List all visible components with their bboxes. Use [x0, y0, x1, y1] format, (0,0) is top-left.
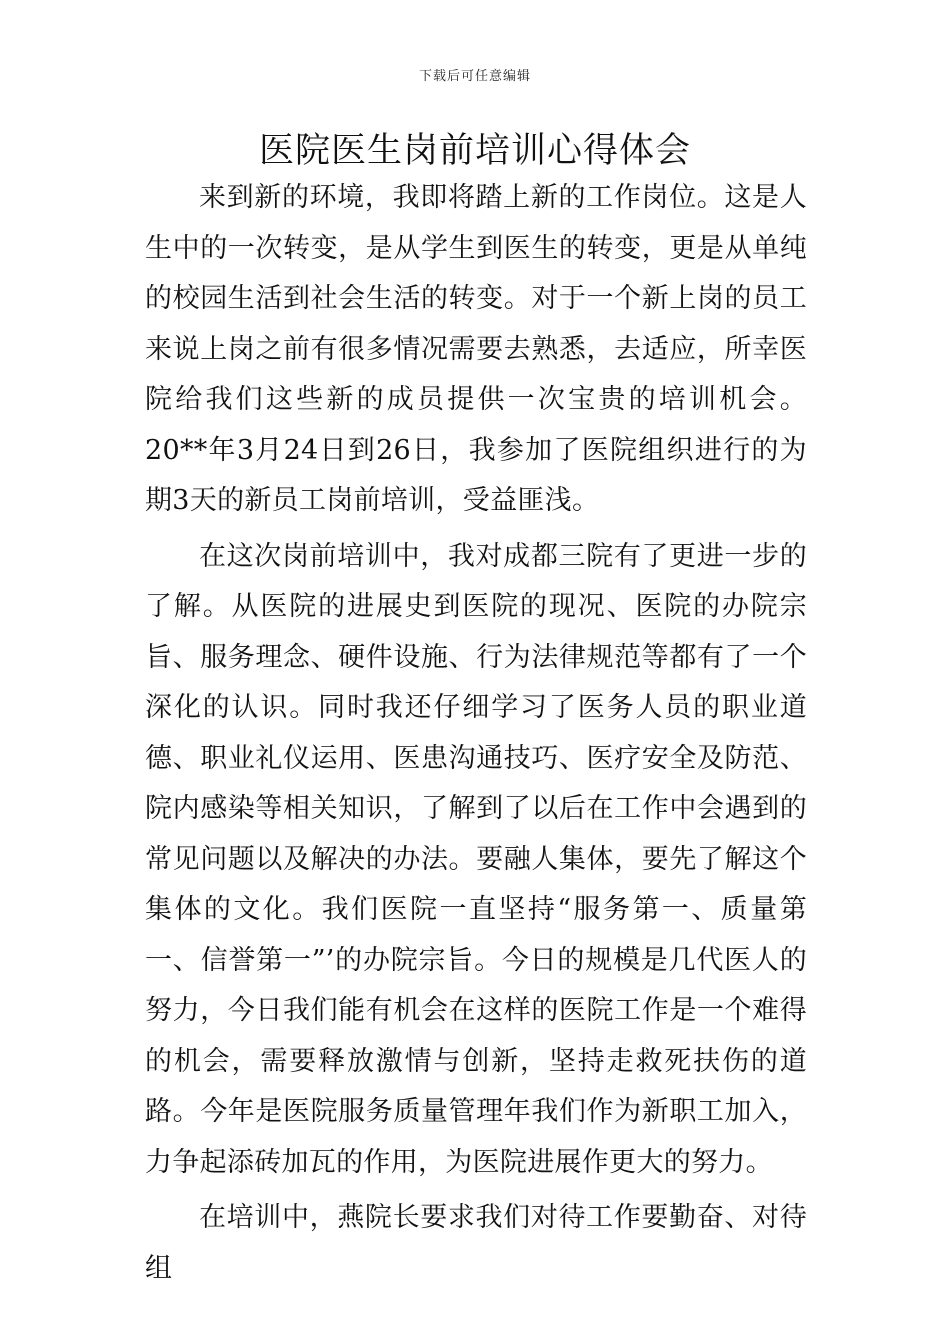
paragraph-2: 在这次岗前培训中，我对成都三院有了更进一步的了解。从医院的进展史到医院的现况、医院的办院宗旨、服务理念、硬件设施、行为法律规范等都有了一个深化的认识。同时我还仔细学习了医务人员的职业道德、职业礼仪运用、医患沟通技巧、医疗安全及防范、院内感染等相关知识，了解到了以后在工作中会遇到的常见问题以及解决的办法。要融人集体，要先了解这个集体的文化。我们医院一直坚持“服务第一、质量第一、信誉第一”’的办院宗旨。今日的规模是几代医人的努力，今日我们能有机会在这样的医院工作是一个难得的机会，需要释放激情与创新，坚持走救死扶伤的道路。今年是医院服务质量管理年我们作为新职工加入，力争起添砖加瓦的作用，为医院进展作更大的努力。: [145, 540, 807, 1178]
paragraph-1: 来到新的环境，我即将踏上新的工作岗位。这是人生中的一次转变，是从学生到医生的转变，更是从单纯的校园生活到社会生活的转变。对于一个新上岗的员工来说上岗之前有很多情况需要去熟悉，去适应，所幸医院给我们这些新的成员提供一次宝贵的培训机会。20**年3月24日到26日，我参加了医院组织进行的为期3天的新员工岗前培训，受益匪浅。: [145, 182, 807, 516]
paragraph-3: 在培训中，燕院长要求我们对待工作要勤奋、对待组: [145, 1202, 807, 1284]
header-note: 下载后可任意编辑: [418, 69, 531, 84]
document-title: 医院医生岗前培训心得体会: [258, 131, 691, 171]
document-body: [145, 173, 807, 1294]
